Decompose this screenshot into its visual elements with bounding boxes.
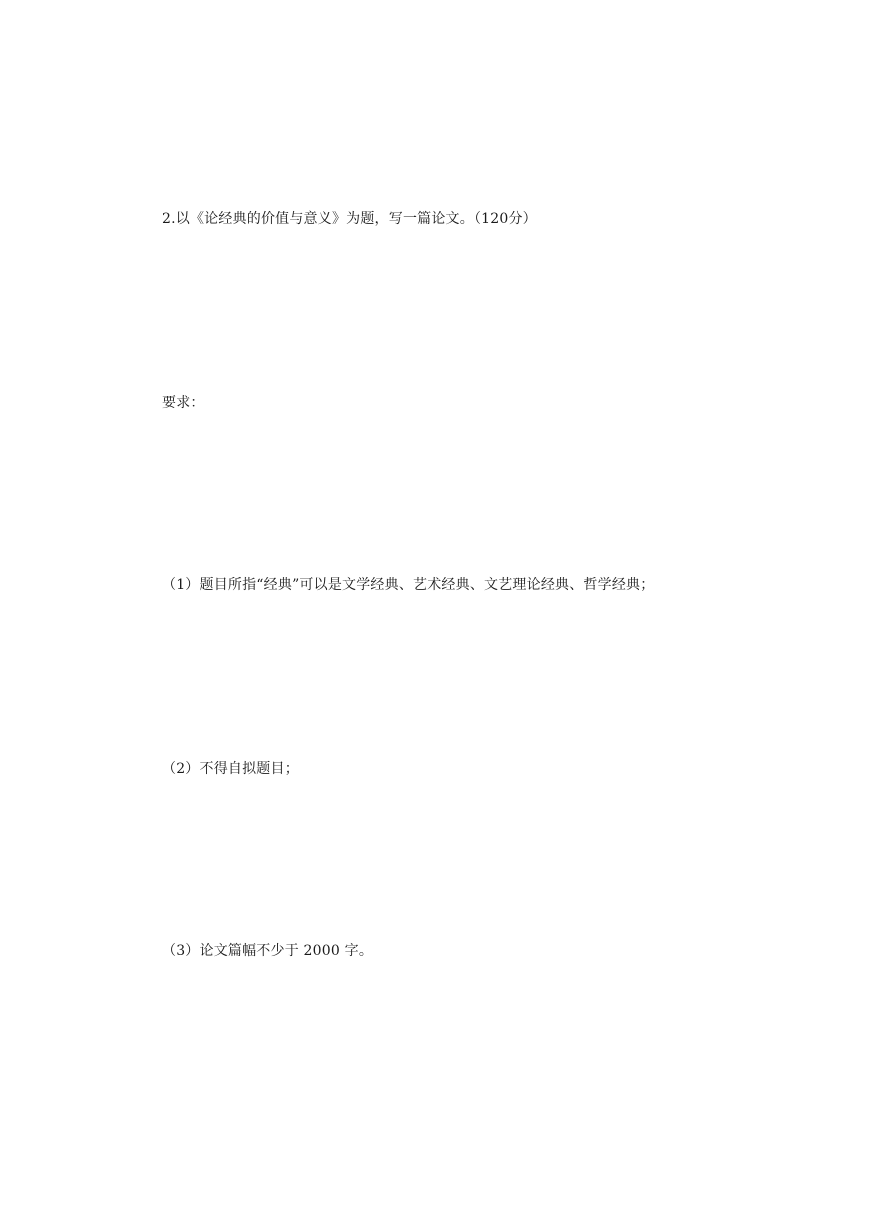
requirements-heading: 要求： bbox=[162, 395, 205, 411]
requirement-item: （1）题目所指“经典”可以是文学经典、艺术经典、文艺理论经典、哲学经典； bbox=[162, 577, 655, 593]
requirement-item: （2）不得自拟题目； bbox=[162, 761, 299, 777]
requirement-item: （3）论文篇幅不少于 2000 字。 bbox=[162, 943, 374, 959]
question-prompt: 2.以《论经典的价值与意义》为题，写一篇论文。（120分） bbox=[162, 211, 537, 227]
